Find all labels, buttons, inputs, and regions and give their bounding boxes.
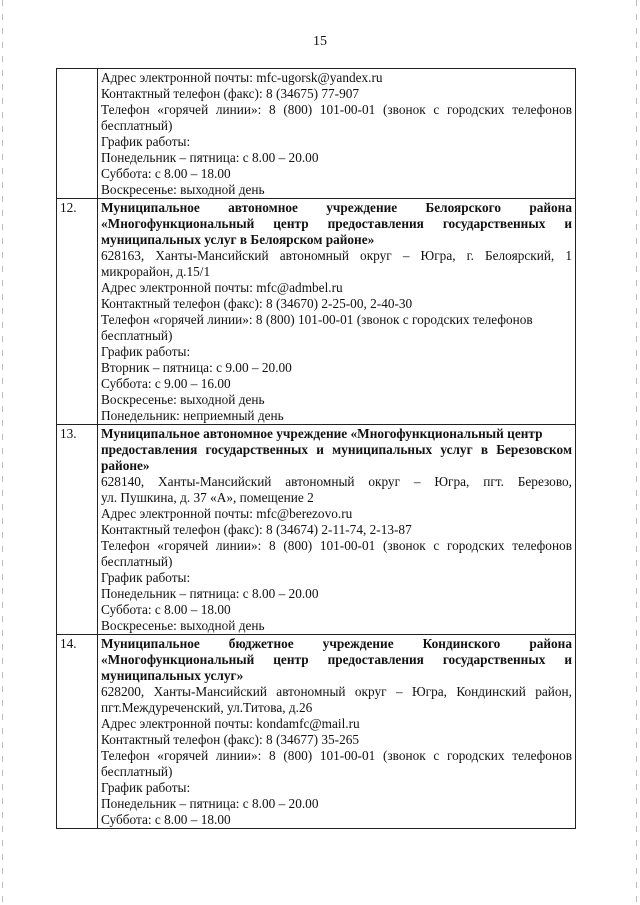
row-number: 12.	[57, 199, 98, 425]
text-line: бесплатный)	[101, 764, 173, 779]
row-content	[98, 69, 576, 199]
organization-name-line: «Многофункциональный центр предоставления государственных и	[101, 652, 572, 667]
text-line: микрорайон, д.15/1	[101, 264, 211, 279]
text-line: ул. Пушкина, д. 37 «А», помещение 2	[101, 490, 314, 505]
text-line: бесплатный)	[101, 118, 173, 133]
organization-name-line: предоставления государственных и муниципальных услуг в Березовском	[101, 442, 572, 457]
mfc-table	[56, 68, 576, 829]
text-line: Контактный телефон (факс): 8 (34674) 2-11-74, 2-13-87	[101, 522, 412, 537]
row-content	[98, 425, 576, 635]
table-row	[57, 199, 576, 425]
organization-name-line: «Многофункциональный центр предоставления государственных и	[101, 216, 572, 231]
text-line: Воскресенье: выходной день	[101, 392, 265, 407]
table-row	[57, 425, 576, 635]
text-line: Адрес электронной почты: mfc-ugorsk@yandex.ru	[101, 70, 383, 85]
scan-edge-right	[636, 0, 637, 905]
text-line: График работы:	[101, 570, 191, 585]
text-line: График работы:	[101, 134, 191, 149]
text-line: Контактный телефон (факс): 8 (34677) 35-265	[101, 732, 360, 747]
text-line: График работы:	[101, 344, 191, 359]
text-line: Суббота: с 9.00 – 16.00	[101, 376, 231, 391]
text-line: Воскресенье: выходной день	[101, 618, 265, 633]
page-number: 15	[313, 34, 327, 49]
text-line: Понедельник – пятница: с 8.00 – 20.00	[101, 586, 319, 601]
text-line: Телефон «горячей линии»: 8 (800) 101-00-01 (звонок с городских телефонов	[101, 538, 572, 553]
organization-name-line: районе»	[101, 458, 150, 473]
text-line: Понедельник – пятница: с 8.00 – 20.00	[101, 796, 319, 811]
text-line: бесплатный)	[101, 554, 173, 569]
row-content	[98, 199, 576, 425]
scan-edge-left	[2, 0, 3, 905]
text-line: Контактный телефон (факс): 8 (34675) 77-907	[101, 86, 360, 101]
table-row	[57, 635, 576, 829]
table-row	[57, 69, 576, 199]
text-line: Вторник – пятница: с 9.00 – 20.00	[101, 360, 292, 375]
text-line: 628200, Ханты-Мансийский автономный округ – Югра, Кондинский район,	[101, 684, 572, 699]
row-number	[57, 69, 98, 199]
mfc-table-body	[57, 69, 576, 829]
text-line: Суббота: с 8.00 – 18.00	[101, 812, 231, 827]
organization-name-line: Муниципальное бюджетное учреждение Кондинского района	[101, 636, 572, 651]
text-line: бесплатный)	[101, 328, 173, 343]
text-line: Суббота: с 8.00 – 18.00	[101, 166, 231, 181]
row-content	[98, 635, 576, 829]
organization-name-line: муниципальных услуг в Белоярском районе»	[101, 232, 375, 247]
row-number: 14.	[57, 635, 98, 829]
text-line: Телефон «горячей линии»: 8 (800) 101-00-01 (звонок с городских телефонов	[101, 312, 533, 327]
row-number: 13.	[57, 425, 98, 635]
text-line: Контактный телефон (факс): 8 (34670) 2-25-00, 2-40-30	[101, 296, 413, 311]
organization-name-line: Муниципальное автономное учреждение «Многофункциональный центр	[101, 426, 543, 441]
text-line: Телефон «горячей линии»: 8 (800) 101-00-01 (звонок с городских телефонов	[101, 748, 572, 763]
organization-name-line: муниципальных услуг»	[101, 668, 244, 683]
organization-name-line: Муниципальное автономное учреждение Белоярского района	[101, 200, 572, 215]
text-line: Адрес электронной почты: kondamfc@mail.ru	[101, 716, 360, 731]
text-line: Телефон «горячей линии»: 8 (800) 101-00-01 (звонок с городских телефонов	[101, 102, 572, 117]
text-line: 628140, Ханты-Мансийский автономный округ – Югра, пгт. Березово,	[101, 474, 572, 489]
text-line: Адрес электронной почты: mfc@admbel.ru	[101, 280, 343, 295]
text-line: пгт.Междуреченский, ул.Титова, д.26	[101, 700, 313, 715]
text-line: Понедельник: неприемный день	[101, 408, 284, 423]
text-line: Понедельник – пятница: с 8.00 – 20.00	[101, 150, 319, 165]
text-line: График работы:	[101, 780, 191, 795]
text-line: Адрес электронной почты: mfc@berezovo.ru	[101, 506, 353, 521]
text-line: Воскресенье: выходной день	[101, 182, 265, 197]
text-line: 628163, Ханты-Мансийский автономный округ – Югра, г. Белоярский, 1	[101, 248, 572, 263]
text-line: Суббота: с 8.00 – 18.00	[101, 602, 231, 617]
